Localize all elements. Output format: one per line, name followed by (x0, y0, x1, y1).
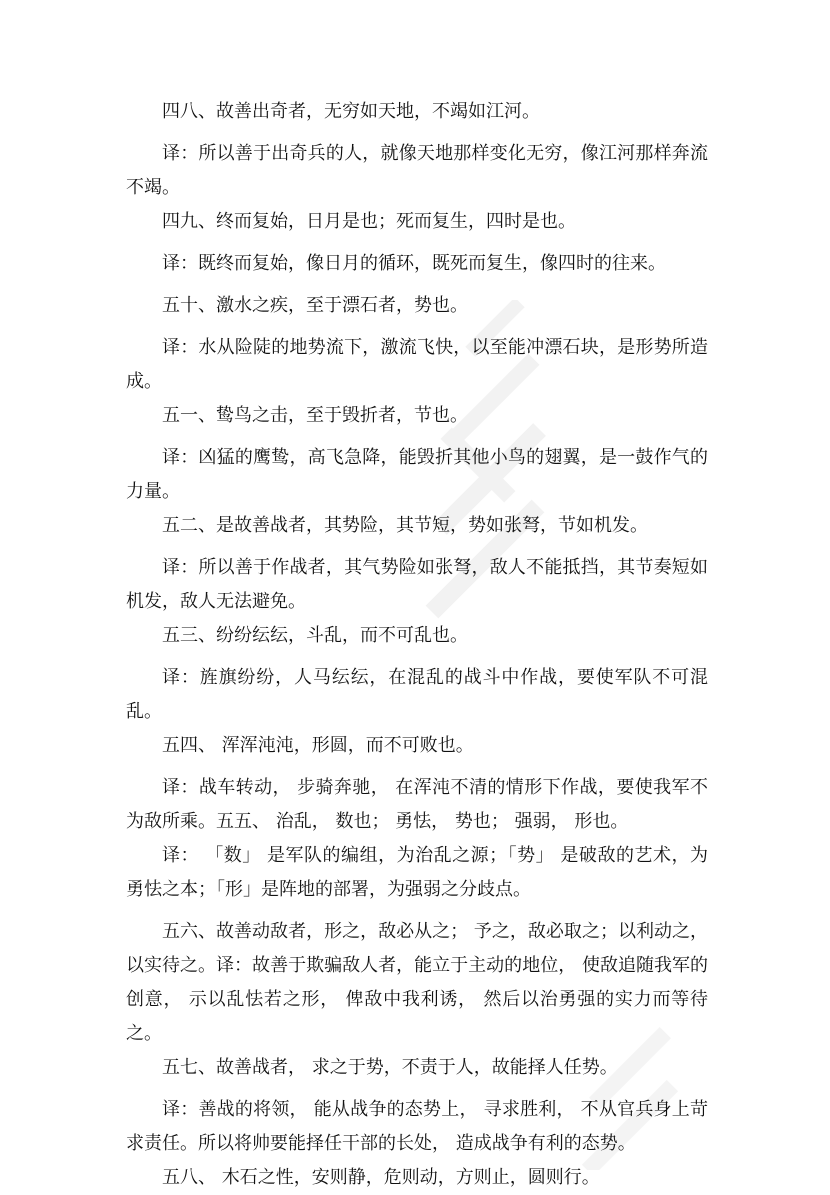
translation-52: 译：所以善于作战者，其气势险如张弩，敌人不能抵挡，其节奏短如机发，敌人无法避免。 (126, 557, 708, 612)
translation-50: 译：水从险陡的地势流下，激流飞快，以至能冲漂石块，是形势所造成。 (126, 337, 708, 392)
paragraph-56: 五六、故善动敌者，形之，敌必从之； 予之，敌必取之；以利动之，以实待之。译：故善于欺骗敌人者，能立于主动的地位， 使敌追随我军的创意， 示以乱怯若之形， 俾敌中我利诱， 然后以治勇强的实力而等待之。 (126, 921, 708, 1044)
paragraph-49: 四九、终而复始，日月是也；死而复生，四时是也。 (162, 211, 576, 232)
translation-57: 译：善战的将领， 能从战争的态势上， 寻求胜利， 不从官兵身上苛求责任。所以将帅要能择任干部的长处， 造成战争有利的态势。 (126, 1099, 708, 1154)
paragraph-57: 五七、故善战者， 求之于势，不责于人，故能择人任势。 (162, 1057, 618, 1078)
paragraph-50: 五十、激水之疾，至于漂石者，势也。 (162, 295, 468, 316)
paragraph-51: 五一、鸷鸟之击，至于毁折者，节也。 (162, 405, 468, 426)
translation-48: 译：所以善于出奇兵的人，就像天地那样变化无穷，像江河那样奔流不竭。 (126, 143, 708, 198)
translation-55: 译： 「数」 是军队的编组，为治乱之源；「势」 是破敌的艺术，为勇怯之本；「形」是阵地的部署，为强弱之分歧点。 (126, 845, 708, 900)
paragraph-54: 五四、 浑浑沌沌，形圆，而不可败也。 (162, 735, 474, 756)
paragraph-58: 五八、 木石之性，安则静，危则动，方则止，圆则行。 (162, 1167, 600, 1188)
translation-51: 译：凶猛的鹰鸷，高飞急降，能毁折其他小鸟的翅翼，是一鼓作气的力量。 (126, 447, 708, 502)
paragraph-53: 五三、纷纷纭纭，斗乱，而不可乱也。 (162, 625, 468, 646)
document-body (126, 95, 708, 1195)
translation-54: 译：战车转动， 步骑奔驰， 在浑沌不清的情形下作战，要使我军不为敌所乘。五五、 治乱， 数也； 勇怯， 势也； 强弱， 形也。 (126, 777, 708, 832)
paragraph-52: 五二、是故善战者，其势险，其节短，势如张弩，节如机发。 (162, 515, 648, 536)
translation-49: 译：既终而复始，像日月的循环，既死而复生，像四时的往来。 (162, 253, 666, 274)
paragraph-48: 四八、故善出奇者，无穷如天地，不竭如江河。 (162, 101, 540, 122)
translation-53: 译：旌旗纷纷，人马纭纭，在混乱的战斗中作战，要使军队不可混乱。 (126, 667, 708, 722)
